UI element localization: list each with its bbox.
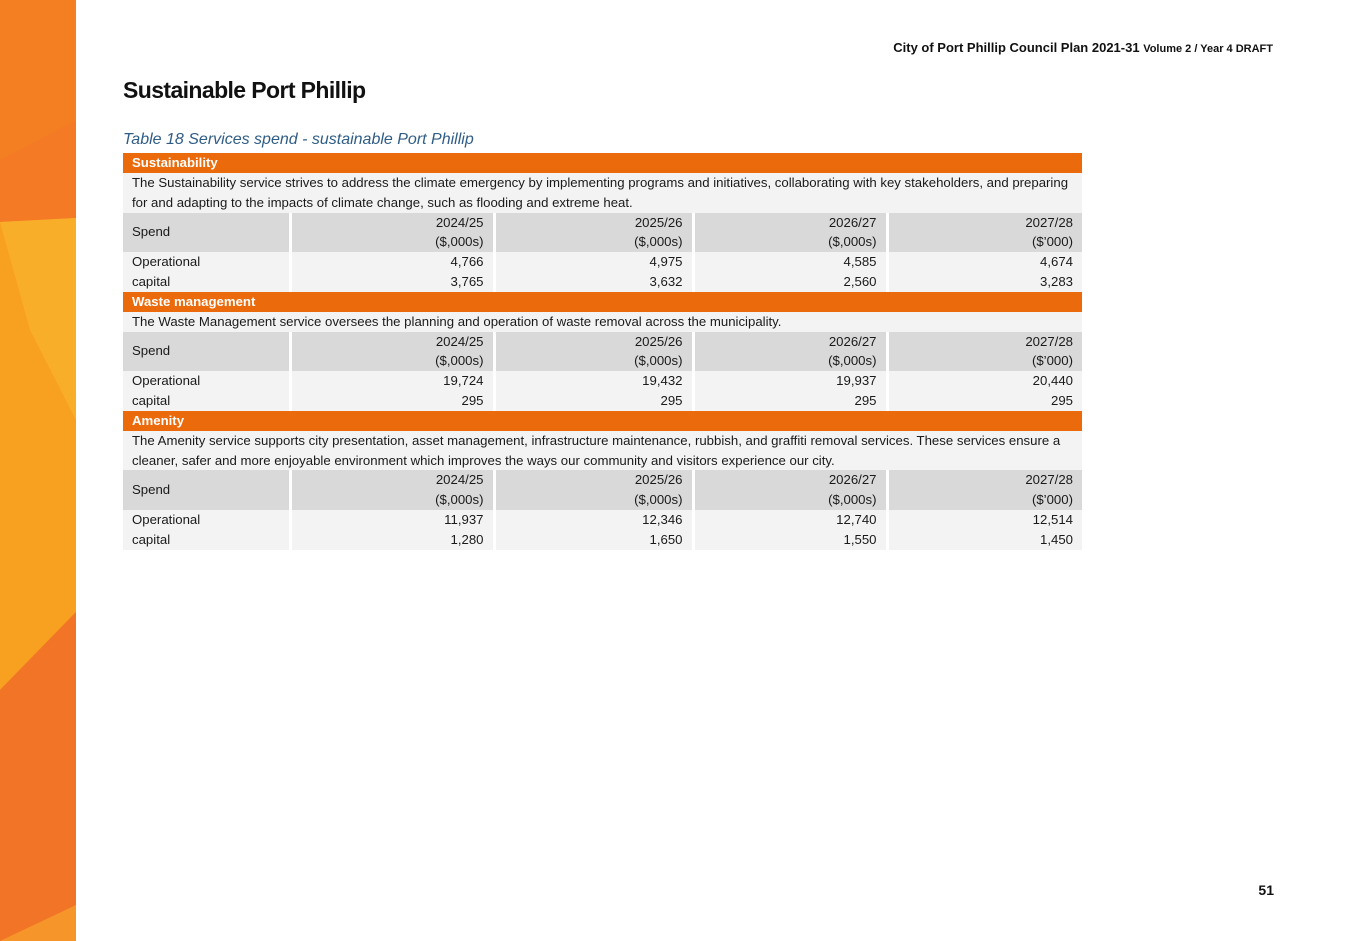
table-row bbox=[123, 371, 1082, 391]
column-year: 2025/26 bbox=[634, 214, 683, 230]
spend-header-row bbox=[123, 213, 1082, 253]
column-unit: ($,000s) bbox=[634, 492, 683, 508]
column-unit: ($,000s) bbox=[828, 492, 877, 508]
table-cell: 19,432 bbox=[494, 371, 693, 391]
column-header bbox=[494, 470, 693, 510]
section-description: The Waste Management service oversees the planning and operation of waste removal across the municipality. bbox=[123, 312, 1082, 332]
table-cell: 2,560 bbox=[693, 272, 887, 292]
column-year: 2027/28 bbox=[1025, 333, 1073, 349]
row-label: capital bbox=[123, 272, 290, 292]
table-cell: 1,280 bbox=[290, 530, 494, 550]
column-year: 2025/26 bbox=[634, 472, 683, 488]
column-year: 2026/27 bbox=[828, 333, 877, 349]
column-year: 2026/27 bbox=[828, 472, 877, 488]
column-header bbox=[290, 213, 494, 253]
section-title: Sustainability bbox=[123, 153, 1082, 173]
decorative-sidebar bbox=[0, 0, 76, 941]
table-cell: 19,724 bbox=[290, 371, 494, 391]
spend-header-row bbox=[123, 470, 1082, 510]
column-unit: ($,000s) bbox=[634, 353, 683, 369]
column-header bbox=[290, 470, 494, 510]
spend-label: Spend bbox=[123, 470, 290, 510]
column-unit: ($,000s) bbox=[828, 234, 877, 250]
section-title: Waste management bbox=[123, 292, 1082, 312]
table-cell: 4,585 bbox=[693, 252, 887, 272]
column-year: 2024/25 bbox=[435, 214, 484, 230]
row-label: Operational bbox=[123, 510, 290, 530]
table-cell: 295 bbox=[494, 391, 693, 411]
column-header bbox=[887, 213, 1082, 253]
section-description: The Amenity service supports city presentation, asset management, infrastructure maintenance, rubbish, and graffiti removal services. These services ensure a cleaner, safer and more enjoyable environment which improves the ways our community and visitors experience our city. bbox=[123, 431, 1082, 471]
column-unit: ($’000) bbox=[1031, 234, 1073, 250]
column-year: 2026/27 bbox=[828, 214, 877, 230]
table-row bbox=[123, 510, 1082, 530]
column-unit: ($,000s) bbox=[435, 234, 484, 250]
table-cell: 3,632 bbox=[494, 272, 693, 292]
column-year: 2024/25 bbox=[435, 333, 484, 349]
row-label: Operational bbox=[123, 252, 290, 272]
column-year: 2025/26 bbox=[634, 333, 683, 349]
table-cell: 1,650 bbox=[494, 530, 693, 550]
section-description-row bbox=[123, 173, 1082, 213]
section-header-waste-management bbox=[123, 292, 1082, 312]
table-cell: 1,550 bbox=[693, 530, 887, 550]
column-header bbox=[290, 332, 494, 372]
header-main: City of Port Phillip Council Plan 2021-31 bbox=[893, 40, 1140, 55]
table-cell: 12,346 bbox=[494, 510, 693, 530]
header-sub: Volume 2 / Year 4 DRAFT bbox=[1143, 43, 1273, 55]
column-header bbox=[693, 470, 887, 510]
table-row bbox=[123, 530, 1082, 550]
row-label: capital bbox=[123, 391, 290, 411]
table-cell: 12,514 bbox=[887, 510, 1082, 530]
table-cell: 11,937 bbox=[290, 510, 494, 530]
page-title: Sustainable Port Phillip bbox=[123, 77, 366, 103]
table-row bbox=[123, 272, 1082, 292]
table-cell: 3,765 bbox=[290, 272, 494, 292]
section-description-row bbox=[123, 431, 1082, 471]
table-cell: 12,740 bbox=[693, 510, 887, 530]
section-header-sustainability bbox=[123, 153, 1082, 173]
section-title: Amenity bbox=[123, 411, 1082, 431]
table-row bbox=[123, 391, 1082, 411]
section-description: The Sustainability service strives to address the climate emergency by implementing programs and initiatives, collaborating with key stakeholders, and preparing for and adapting to the impacts of climate change, such as flooding and extreme heat. bbox=[123, 173, 1082, 213]
services-spend-table bbox=[123, 153, 1082, 550]
table-cell: 295 bbox=[693, 391, 887, 411]
column-unit: ($’000) bbox=[1031, 492, 1073, 508]
column-header bbox=[693, 332, 887, 372]
sidebar-graphic bbox=[0, 0, 76, 941]
column-unit: ($’000) bbox=[1031, 353, 1073, 369]
table-cell: 4,674 bbox=[887, 252, 1082, 272]
column-header bbox=[887, 470, 1082, 510]
table-cell: 3,283 bbox=[887, 272, 1082, 292]
column-header bbox=[693, 213, 887, 253]
document-header bbox=[893, 40, 1273, 55]
row-label: Operational bbox=[123, 371, 290, 391]
column-unit: ($,000s) bbox=[828, 353, 877, 369]
column-year: 2024/25 bbox=[435, 472, 484, 488]
table-row bbox=[123, 252, 1082, 272]
spend-header-row bbox=[123, 332, 1082, 372]
table-cell: 19,937 bbox=[693, 371, 887, 391]
table-cell: 295 bbox=[887, 391, 1082, 411]
table-cell: 1,450 bbox=[887, 530, 1082, 550]
column-unit: ($,000s) bbox=[634, 234, 683, 250]
table-caption: Table 18 Services spend - sustainable Port Phillip bbox=[123, 131, 474, 148]
row-label: capital bbox=[123, 530, 290, 550]
spend-label: Spend bbox=[123, 213, 290, 253]
table-cell: 20,440 bbox=[887, 371, 1082, 391]
column-year: 2027/28 bbox=[1025, 214, 1073, 230]
column-unit: ($,000s) bbox=[435, 492, 484, 508]
section-description-row bbox=[123, 312, 1082, 332]
column-header bbox=[494, 213, 693, 253]
table-cell: 4,975 bbox=[494, 252, 693, 272]
column-header bbox=[887, 332, 1082, 372]
column-header bbox=[494, 332, 693, 372]
column-year: 2027/28 bbox=[1025, 472, 1073, 488]
table-cell: 4,766 bbox=[290, 252, 494, 272]
table-cell: 295 bbox=[290, 391, 494, 411]
column-unit: ($,000s) bbox=[435, 353, 484, 369]
section-header-amenity bbox=[123, 411, 1082, 431]
page-number: 51 bbox=[1258, 882, 1274, 898]
spend-label: Spend bbox=[123, 332, 290, 372]
